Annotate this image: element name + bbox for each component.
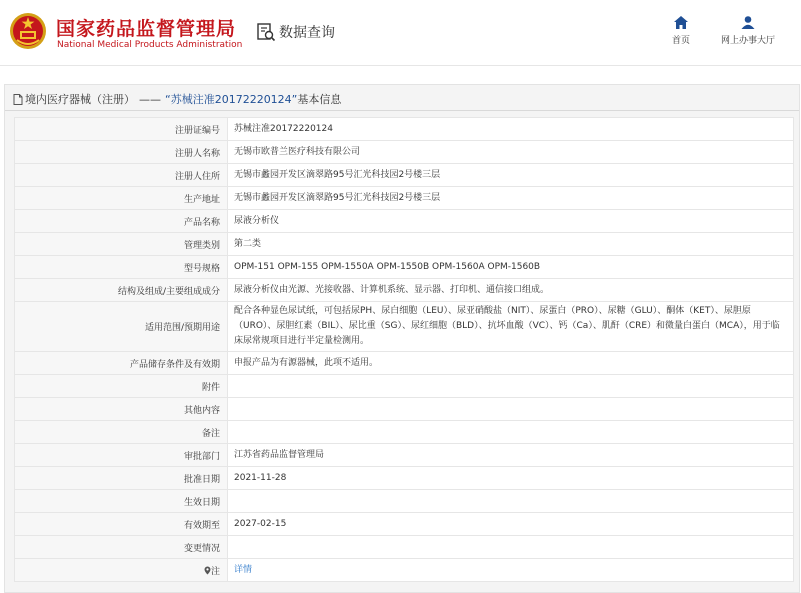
document-icon	[13, 94, 23, 105]
table-row	[15, 421, 794, 444]
row-label: 注册人名称	[15, 141, 228, 164]
site-header	[0, 0, 801, 66]
table-row	[15, 233, 794, 256]
row-value: 第二类	[228, 233, 794, 256]
row-label: 生产地址	[15, 187, 228, 210]
row-label: 批准日期	[15, 467, 228, 490]
table-row	[15, 210, 794, 233]
table-row	[15, 256, 794, 279]
row-value: 配合各种显色尿试纸，可包括尿PH、尿白细胞（LEU）、尿亚硝酸盐（NIT）、尿蛋白（PRO）、尿糖（GLU）、酮体（KET）、尿胆原（URO）、尿胆红素（BIL）、尿比重（SG）、尿红细胞（BLD）、抗坏血酸（VC）、钙（Ca）、肌酐（CRE）和微量白蛋白（MCA），用于临床尿常规项目进行半定量检测用。	[228, 302, 794, 352]
table-row	[15, 559, 794, 582]
row-value	[228, 559, 794, 582]
row-value: 申报产品为有源器械，此项不适用。	[228, 352, 794, 375]
table-row	[15, 398, 794, 421]
row-value: 2027-02-15	[228, 513, 794, 536]
nav-online-service-hall[interactable]	[714, 16, 782, 46]
row-label: 结构及组成/主要组成成分	[15, 279, 228, 302]
row-label: 型号规格	[15, 256, 228, 279]
section-title-prefix: 境内医疗器械（注册）	[25, 93, 135, 106]
national-emblem-icon	[9, 12, 47, 50]
row-label: 备注	[15, 421, 228, 444]
row-value	[228, 490, 794, 513]
data-query-icon	[256, 22, 276, 42]
row-value: OPM-151 OPM-155 OPM-1550A OPM-1550B OPM-1560A OPM-1560B	[228, 256, 794, 279]
section-title-separator: ——	[139, 92, 161, 106]
title-divider	[5, 110, 799, 111]
table-row	[15, 513, 794, 536]
row-label: 适用范围/预期用途	[15, 302, 228, 352]
table-row	[15, 375, 794, 398]
location-pin-icon	[204, 566, 211, 575]
row-label: 审批部门	[15, 444, 228, 467]
table-row	[15, 444, 794, 467]
table-row	[15, 536, 794, 559]
row-value: 尿液分析仪由光源、光接收器、计算机系统、显示器、打印机、通信接口组成。	[228, 279, 794, 302]
row-value: 尿液分析仪	[228, 210, 794, 233]
row-label: 变更情况	[15, 536, 228, 559]
brand-title: 国家药品监督管理局	[56, 18, 237, 40]
row-value	[228, 375, 794, 398]
detail-section	[4, 84, 800, 593]
row-label	[15, 559, 228, 582]
table-row	[15, 118, 794, 141]
table-row	[15, 279, 794, 302]
row-value: 江苏省药品监督管理局	[228, 444, 794, 467]
row-value	[228, 398, 794, 421]
row-value: 2021-11-28	[228, 467, 794, 490]
section-title-subject: “苏械注准20172220124”	[165, 93, 298, 106]
data-query-title: 数据查询	[279, 25, 335, 41]
row-label: 附件	[15, 375, 228, 398]
detail-table	[14, 117, 794, 582]
row-label: 产品储存条件及有效期	[15, 352, 228, 375]
row-label: 生效日期	[15, 490, 228, 513]
nav-home-label: 首页	[671, 36, 690, 46]
table-row	[15, 467, 794, 490]
table-row	[15, 141, 794, 164]
row-value	[228, 421, 794, 444]
brand-subtitle: National Medical Products Administration	[57, 40, 243, 50]
section-title	[13, 90, 341, 108]
table-row	[15, 490, 794, 513]
details-link[interactable]: 详情	[234, 564, 253, 575]
row-label: 注册人住所	[15, 164, 228, 187]
nav-hall-label: 网上办事大厅	[720, 36, 775, 46]
table-row	[15, 164, 794, 187]
row-value: 无锡市蠡园开发区滴翠路95号汇光科技园2号楼三层	[228, 164, 794, 187]
row-label: 产品名称	[15, 210, 228, 233]
row-value: 无锡市欧普兰医疗科技有限公司	[228, 141, 794, 164]
table-row	[15, 187, 794, 210]
table-row	[15, 302, 794, 352]
table-row	[15, 352, 794, 375]
section-title-suffix: 基本信息	[297, 93, 342, 106]
row-label-text: 注	[210, 566, 220, 577]
row-label: 管理类别	[15, 233, 228, 256]
user-icon	[741, 16, 755, 29]
row-label: 有效期至	[15, 513, 228, 536]
row-label: 注册证编号	[15, 118, 228, 141]
row-label: 其他内容	[15, 398, 228, 421]
nav-home[interactable]	[668, 16, 694, 46]
row-value: 无锡市蠡园开发区滴翠路95号汇光科技园2号楼三层	[228, 187, 794, 210]
home-icon	[674, 16, 688, 29]
row-value: 苏械注准20172220124	[228, 118, 794, 141]
row-value	[228, 536, 794, 559]
